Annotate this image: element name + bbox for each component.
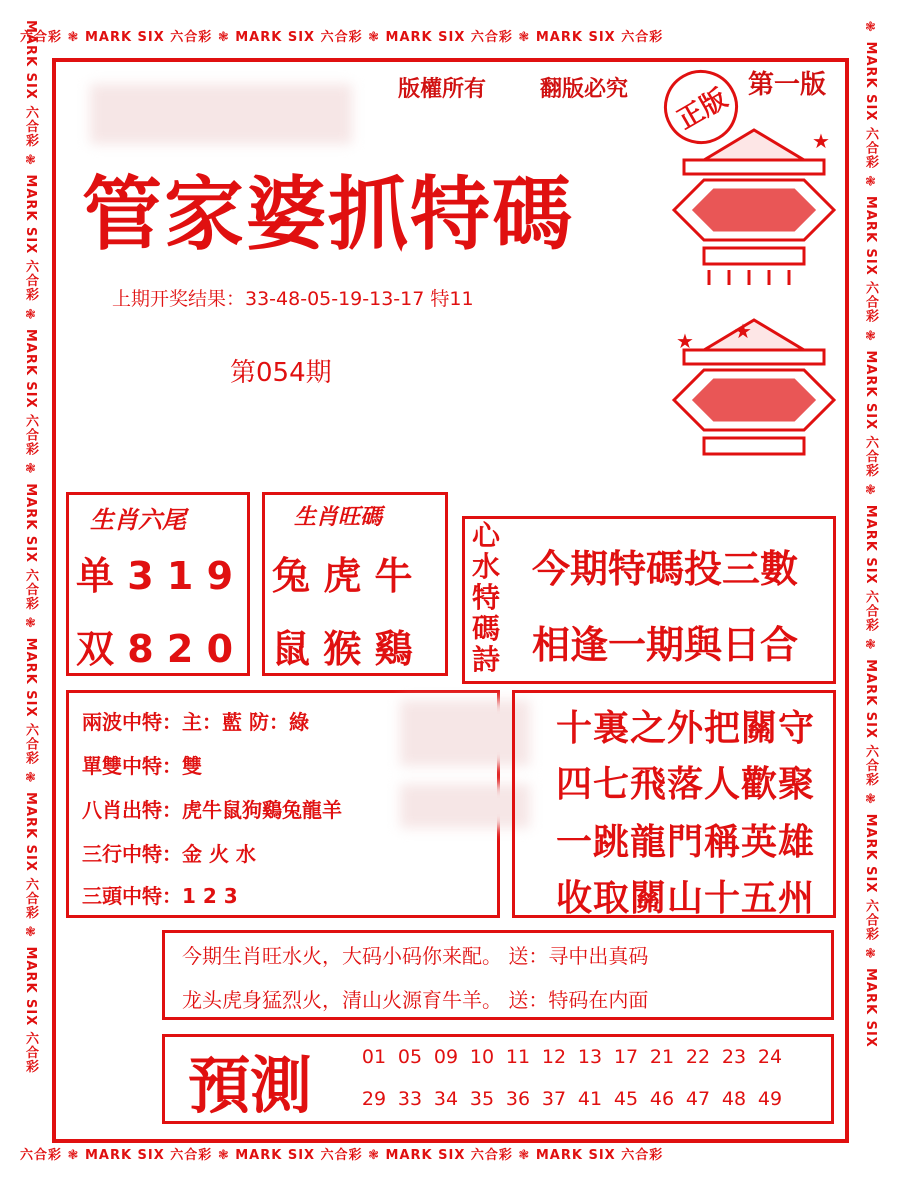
border-right-strip: ❃ MARK SIX 六合彩 ❃ MARK SIX 六合彩 ❃ MARK SIX 六合彩 ❃ MARK SIX 六合彩 ❃ MARK SIX 六合彩 ❃ MARK SIX 六合彩 ❃ MARK SIX [863,20,878,1048]
zodiac-wang-label: 生肖旺碼 [294,504,383,530]
zodiac-wang-line2: 鼠 猴 鷄 [272,627,413,671]
zhengban-label: 正版 [672,83,733,136]
prediction-number: 47 [685,1088,711,1110]
border-left-strip: MARK SIX 六合彩 ❃ MARK SIX 六合彩 ❃ MARK SIX 六合彩 ❃ MARK SIX 六合彩 ❃ MARK SIX 六合彩 ❃ MARK SIX 六合彩 ❃ MARK SIX 六合彩 [23,20,38,1074]
prediction-number: 09 [433,1046,459,1068]
prediction-number: 45 [613,1088,639,1110]
svg-text:★: ★ [812,129,830,153]
lantern-illustration [664,120,844,480]
tip-line-3: 八肖出特：虎牛鼠狗鷄兔龍羊 [82,798,342,822]
no-copy-text: 翻版必究 [540,76,629,102]
poem2-line-2: 四七飛落人歡聚 [556,764,816,805]
tip-line-1: 兩波中特：主：藍 防：綠 [82,710,309,734]
zodiac-wang-line1: 兔 虎 牛 [272,554,413,598]
prediction-number: 35 [469,1088,495,1110]
poem-line2: 相逢一期與日合 [532,623,799,667]
tip-line-4: 三行中特：金 火 水 [82,842,256,866]
prediction-number: 17 [613,1046,639,1068]
issue-number: 第054期 [230,358,332,388]
prediction-number: 29 [361,1088,387,1110]
prediction-number: 10 [469,1046,495,1068]
tip-line-5: 三頭中特：1 2 3 [82,884,238,908]
edition-text: 第一版 [748,70,827,100]
prediction-number: 01 [361,1046,387,1068]
prediction-number: 36 [505,1088,531,1110]
prediction-number: 37 [541,1088,567,1110]
prediction-number: 23 [721,1046,747,1068]
prediction-row-2 [356,1088,788,1110]
prediction-number: 33 [397,1088,423,1110]
prediction-number: 34 [433,1088,459,1110]
border-bottom-strip: 六合彩 ❃ MARK SIX 六合彩 ❃ MARK SIX 六合彩 ❃ MARK SIX 六合彩 ❃ MARK SIX 六合彩 [20,1148,664,1163]
prediction-number: 46 [649,1088,675,1110]
poem2-line-4: 收取關山十五州 [556,878,816,919]
blurred-logo-area [90,84,352,144]
prediction-row-1 [356,1046,788,1068]
prediction-number: 21 [649,1046,675,1068]
prediction-number: 22 [685,1046,711,1068]
poem2-line-3: 一跳龍門稱英雄 [556,822,816,863]
prediction-number: 12 [541,1046,567,1068]
prediction-number: 41 [577,1088,603,1110]
copyright-text: 版權所有 [398,76,487,102]
blurred-area-2 [400,784,530,828]
six-tail-label: 生肖六尾 [90,505,186,534]
poem-vertical-label: 心水特碼詩 [472,519,501,676]
prediction-number: 48 [721,1088,747,1110]
verse-line-1: 今期生肖旺水火，大码小码你来配。 送：寻中出真码 [182,944,649,968]
prediction-label: 預測 [188,1049,313,1122]
verse-line-2: 龙头虎身猛烈火，清山火源育牛羊。 送：特码在内面 [182,988,649,1012]
poem-line1: 今期特碼投三數 [532,547,799,591]
six-tail-single: 单 3 1 9 [76,554,234,598]
prediction-number: 05 [397,1046,423,1068]
prediction-number: 11 [505,1046,531,1068]
prediction-number: 49 [757,1088,783,1110]
six-tail-double: 双 8 2 0 [76,627,234,671]
svg-text:★: ★ [676,329,694,353]
poem2-line-1: 十裏之外把關守 [556,708,816,749]
svg-text:★: ★ [734,319,752,343]
border-top-strip: 六合彩 ❃ MARK SIX 六合彩 ❃ MARK SIX 六合彩 ❃ MARK SIX 六合彩 ❃ MARK SIX 六合彩 [20,30,664,45]
prediction-number: 24 [757,1046,783,1068]
blurred-area-1 [400,700,530,766]
last-result: 上期开奖结果：33-48-05-19-13-17 特11 [112,288,474,310]
tip-line-2: 單雙中特：雙 [82,754,202,778]
prediction-number: 13 [577,1046,603,1068]
page-title: 管家婆抓特碼 [82,167,574,261]
